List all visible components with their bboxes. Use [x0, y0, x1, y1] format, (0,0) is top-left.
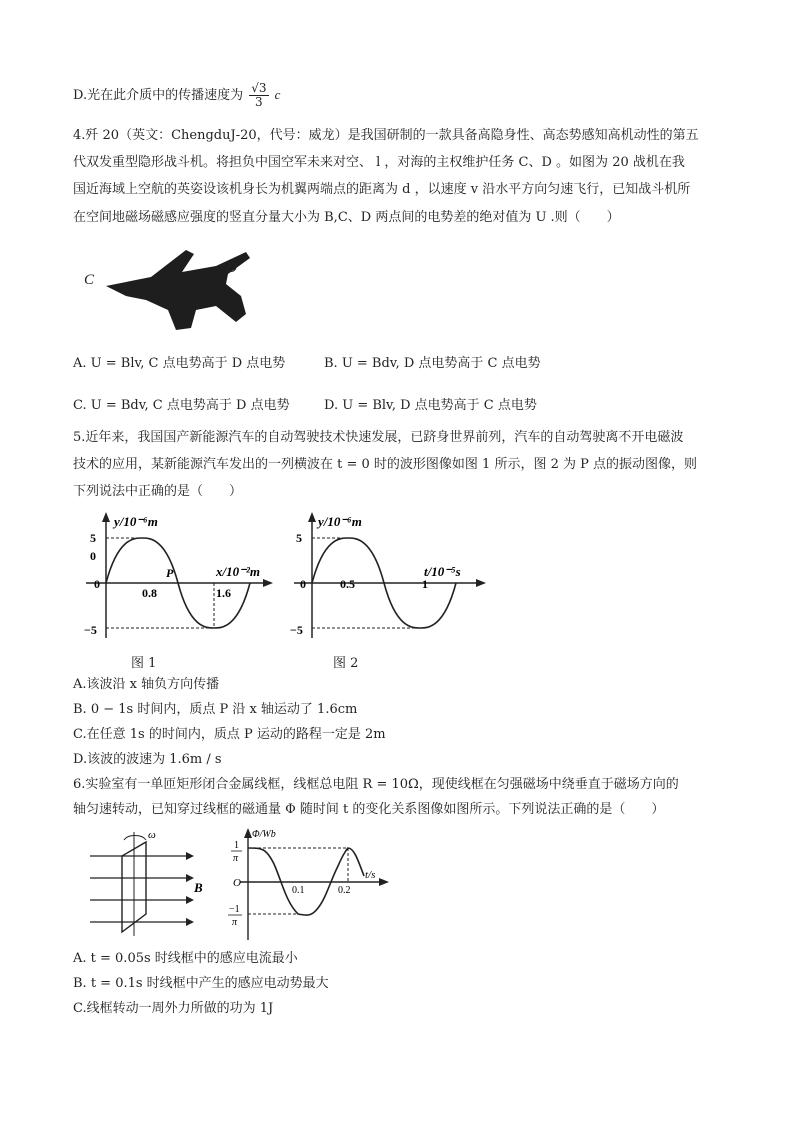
label-c: C [84, 272, 95, 288]
q4-option-a: A. U = Blv, C 点电势高于 D 点电势 [73, 356, 286, 371]
fighter-jet-figure [76, 244, 256, 334]
q4-option-b: B. U = Bdv, D 点电势高于 C 点电势 [324, 356, 541, 371]
flux-neg-num: −1 [229, 904, 240, 915]
q5-option-a: A.该波沿 x 轴负方向传播 [73, 677, 220, 692]
fig2-tick-1: 1 [422, 577, 428, 591]
label-d: D [226, 260, 237, 276]
q4-line-4: 在空间地磁场磁感应强度的竖直分量大小为 B,C、D 两点间的电势差的绝对值为 U .则（ ） [73, 210, 620, 225]
flux-pos-den: π [233, 853, 239, 864]
flux-y-label: Φ/Wb [252, 829, 276, 840]
fig2-tick-5: 5 [296, 531, 302, 545]
fig2-tick-minus-5: −5 [290, 623, 303, 637]
q4-line-3: 国近海域上空航的英姿设该机身长为机翼两端点的距离为 d ，以速度 v 沿水平方向匀速飞行，已知战斗机所 [73, 182, 691, 197]
q6-line-1: 6.实验室有一单匝矩形闭合金属线框，线框总电阻 R = 10Ω，现使线框在匀强磁场中绕垂直于磁场方向的 [73, 777, 679, 792]
q5-line-1: 5.近年来，我国国产新能源汽车的自动驾驶技术快速发展，已跻身世界前列，汽车的自动驾驶离不开电磁波 [73, 430, 684, 445]
flux-pos-num: 1 [234, 840, 239, 851]
fig2-tick-0-5: 0.5 [340, 577, 355, 591]
q3-option-d-denominator: 3 [255, 95, 263, 109]
fig1-caption: 图 1 [131, 656, 157, 671]
rotating-frame-figure [90, 828, 220, 938]
flux-t-arrow [379, 878, 389, 886]
fig1-tick-5: 5 [90, 531, 96, 545]
b-field-label: B [194, 880, 203, 895]
fig2-y-label: y/10⁻⁶m [318, 514, 362, 529]
q3-option-d [73, 82, 280, 109]
fig1-x-label: x/10⁻²m [216, 564, 260, 579]
q6-option-b: B. t = 0.1s 时线框中产生的感应电动势最大 [73, 976, 329, 991]
q5-line-2: 技术的应用，某新能源汽车发出的一列横波在 t = 0 时的波形图像如图 1 所示，图 2 为 P 点的振动图像，则 [73, 457, 698, 472]
flux-neg-den: π [232, 917, 238, 928]
q6-option-c: C.线框转动一周外力所做的功为 1J [73, 1001, 274, 1016]
fig1-x-arrow [263, 579, 273, 587]
fig1-point-p: P [166, 566, 174, 580]
omega-label: ω [148, 829, 156, 841]
flux-origin: O [233, 877, 241, 889]
flux-tick-0-1: 0.1 [292, 885, 305, 896]
q3-option-d-fraction [249, 82, 268, 109]
fig1-tick-0-upper: 0 [90, 549, 96, 563]
flux-t-label: t/s [365, 869, 376, 881]
q6-line-2: 轴匀速转动，已知穿过线框的磁通量 Φ 随时间 t 的变化关系图像如图所示。下列说法正确的是（ ） [73, 802, 665, 817]
q5-option-c: C.在任意 1s 的时间内，质点 P 运动的路程一定是 2m [73, 727, 386, 742]
q3-option-d-numerator: √3 [251, 81, 267, 95]
fig1-tick-0: 0 [94, 577, 100, 591]
fig1-y-label: y/10⁻⁶m [114, 514, 158, 529]
wave-figure-2 [284, 508, 494, 648]
fig1-tick-0-8: 0.8 [142, 586, 157, 600]
field-arrows [186, 852, 194, 926]
q4-option-c: C. U = Bdv, C 点电势高于 D 点电势 [73, 398, 290, 413]
fig2-x-arrow [476, 579, 486, 587]
q5-line-3: 下列说法中正确的是（ ） [73, 484, 243, 499]
fig1-tick-minus-5: −5 [84, 623, 97, 637]
fig2-x-label: t/10⁻⁵s [424, 564, 461, 579]
q4-option-d: D. U = Blv, D 点电势高于 C 点电势 [324, 398, 537, 413]
fig2-tick-0: 0 [300, 577, 306, 591]
fig1-tick-1-6: 1.6 [216, 586, 231, 600]
fig1-y-arrow [102, 512, 110, 522]
q3-option-d-text: D.光在此介质中的传播速度为 [73, 88, 244, 103]
flux-graph [222, 826, 397, 944]
q4-line-2: 代双发重型隐形战斗机。将担负中国空军未来对空、 l ，对海的主权维护任务 C、D 。如图为 20 战机在我 [73, 155, 685, 170]
q3-option-d-unit: c [274, 87, 281, 102]
flux-y-arrow [244, 828, 252, 838]
flux-tick-0-2: 0.2 [338, 885, 351, 896]
q5-option-b: B. 0 − 1s 时间内，质点 P 沿 x 轴运动了 1.6cm [73, 702, 358, 717]
fig2-caption: 图 2 [333, 656, 359, 671]
q4-line-1: 4.歼 20（英文：ChengduJ-20，代号：威龙）是我国研制的一款具备高隐身性、高态势感知高机动性的第五 [73, 128, 699, 143]
magnetic-field-lines [90, 856, 190, 922]
fig2-y-arrow [308, 512, 316, 522]
q5-option-d: D.该波的波速为 1.6m / s [73, 752, 222, 767]
wave-figure-1 [76, 508, 276, 648]
rotation-arrow [124, 836, 146, 841]
q6-option-a: A. t = 0.05s 时线框中的感应电流最小 [73, 951, 298, 966]
